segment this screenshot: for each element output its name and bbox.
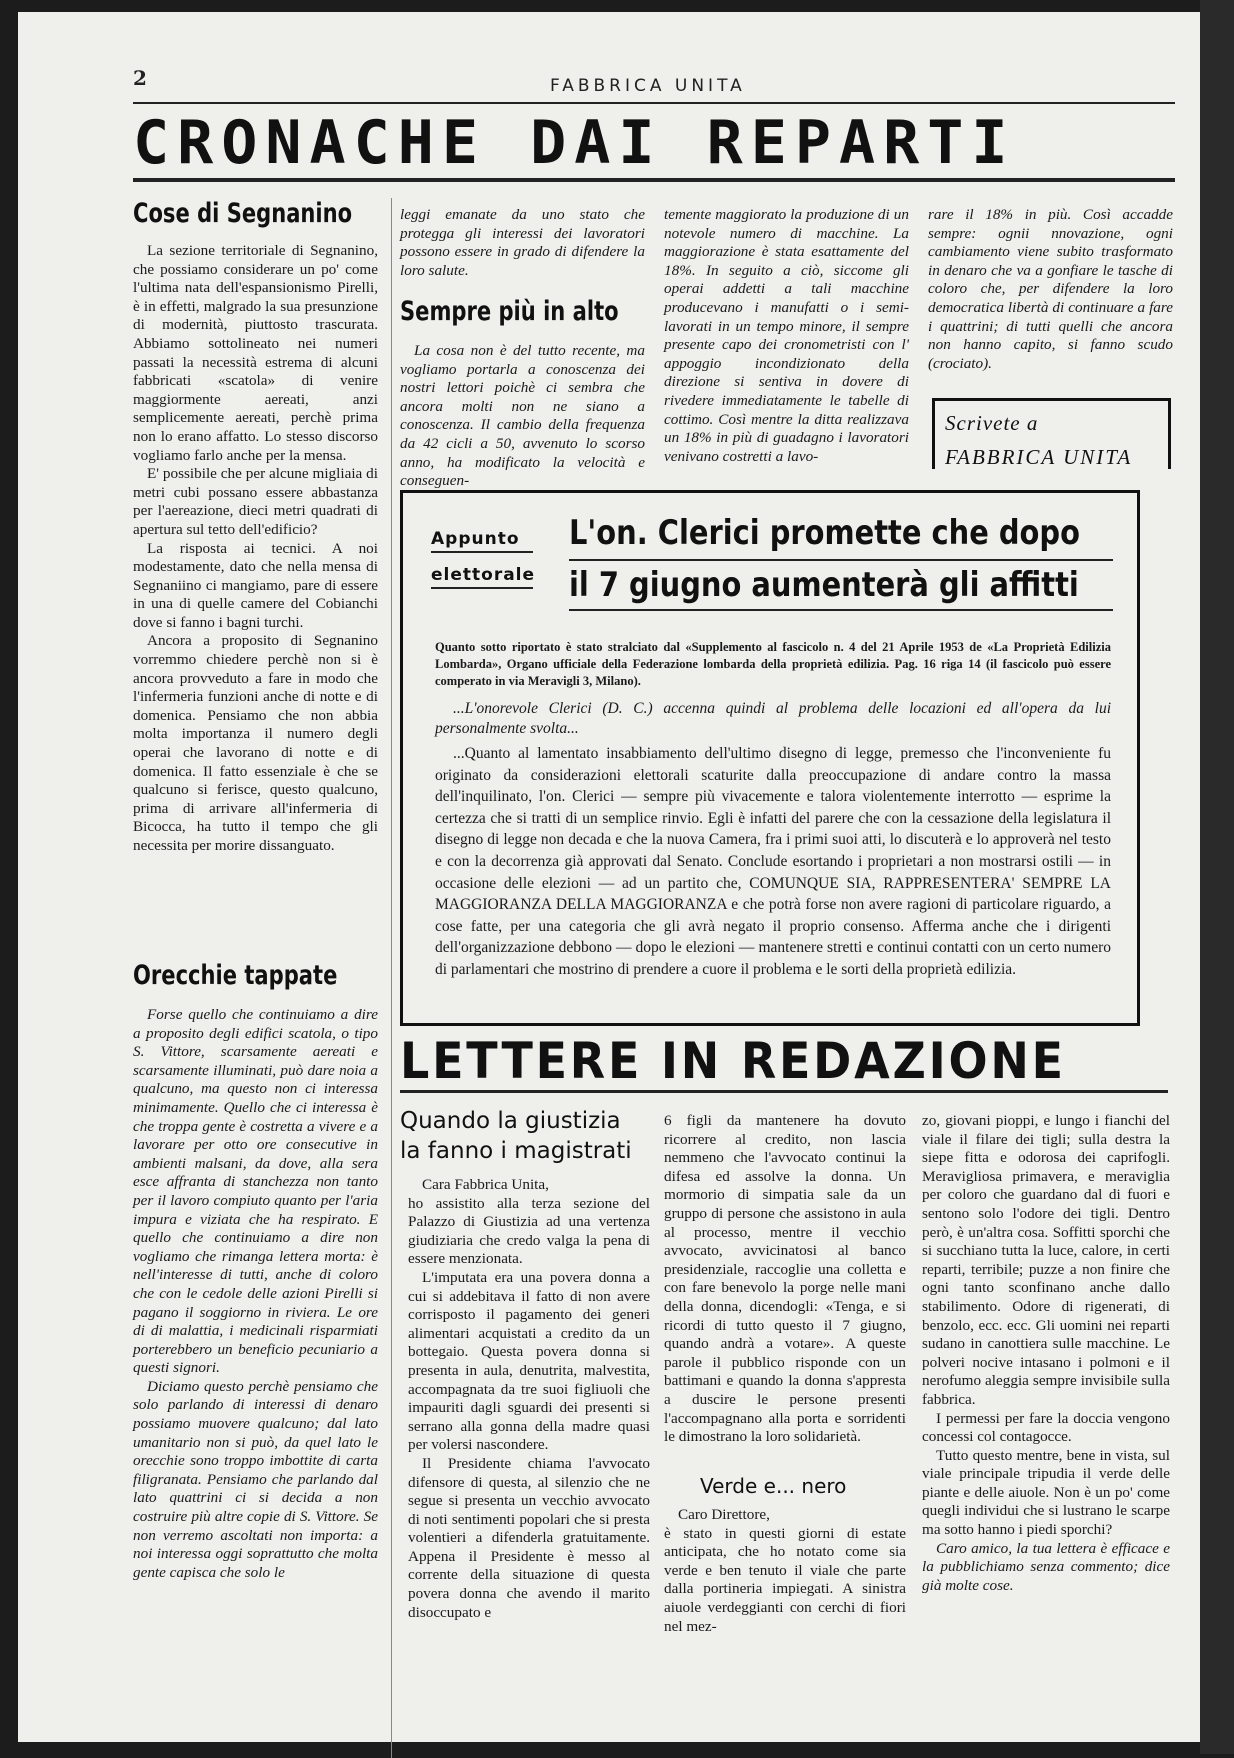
scrivete-box <box>932 398 1171 469</box>
giustizia-title-1: Quando la giustizia <box>400 1108 621 1134</box>
article-col4-continuation: rare il 18% in più. Così accadde sempre: ognii nnovazione, ogni cambiamento viene subito trasformato in denaro che va a gonfiare le tasche di coloro che, per difendere la loro democratica libertà di continuare a fare i quattrini; di tutti quelli che ancora non hanno capito, si fanno scudo (crociato). <box>928 206 1173 372</box>
verde-title: Verde e... nero <box>700 1474 847 1498</box>
title-rule <box>133 178 1175 182</box>
headline-orecchie: Orecchie tappate <box>133 960 338 991</box>
elettorale-label-rule <box>431 587 533 589</box>
scrivete-line1: Scrivete a <box>945 411 1039 435</box>
appunto-headline-2: il 7 giugno aumenterà gli affitti <box>569 565 1079 605</box>
appunto-label-rule <box>431 551 533 553</box>
letter-verde: Caro Direttore, è stato in questi giorni di estate anticipata, che ho notato come sia verde e ben tenuto il viale che parte dalla portineria impiegati. A sinistra aiuole verdeggianti con cerchi di fiori nel mez- <box>664 1506 906 1635</box>
appunto-box <box>400 490 1140 1026</box>
appunto-label: Appunto <box>431 529 520 549</box>
scrivete-line2: FABBRICA UNITA <box>945 445 1133 469</box>
headline-sempre: Sempre più in alto <box>400 296 619 327</box>
page-number: 2 <box>133 66 147 90</box>
header-rule <box>133 102 1175 104</box>
letter-verde-cont: zo, giovani pioppi, e lungo i fianchi del viale il filare dei tigli; sulla destra la siepe fitta e odorosa dei caprifogli. Meravigliosa primavera, e meraviglia per coloro che guardano dal di fuori e sentono solo l'odore dei tigli. Dentro però, è un'altra cosa. Soffitti sporchi che si succhiano tutta la luce, calore, in certi reparti, terribile; puzze a non finire che ogni tanto sconfinano anche dallo stabilimento. Odore di rigenerati, di benzolo, ecc. ecc. Gli uomini nei reparti sudano in canottiera sulle macchine. Le polveri nocive intasano i polmoni e il nerofumo aleggia sempre invisibile sulla fabbrica. I permessi per fare la doccia vengono concessi col contagocce. Tutto questo mentre, bene in vista, sul viale principale tripudia il verde delle piante e delle aiuole. Non è un po' come quegli individui che si lustrano le scarpe ma sotto hanno i piedi sporchi? Caro amico, la tua lettera è efficace e la pubblichiamo senza commento; dice già molte cose. <box>922 1112 1170 1594</box>
headline-segnanino: Cose di Segnanino <box>133 198 353 229</box>
giustizia-title-2: la fanno i magistrati <box>400 1138 632 1164</box>
letter-giustizia-cont: 6 figli da mantenere ha dovuto ricorrere al credito, non lascia nemmeno che l'avvocato continui la difesa ed assolve la donna. Un mormorio di simpatia sale da un gruppo di persone che assistono in aula al processo, mentre il vecchio avvocato, avvicinatosi al banco presidenziale, raccoglie una colletta e con fare benevolo la porge nelle mani della donna, dicendogli: «Tenga, e si ricordi di tutto questo il 7 giugno, quando andrà a votare». A queste parole il pubblico risponde con un battimani e quando la donna s'appresta a duscire le persone presenti l'accompagnano alla porta e sorridenti le dimostrano la loro solidarietà. <box>664 1112 906 1446</box>
lettere-section-title: LETTERE IN REDAZIONE <box>400 1032 1066 1090</box>
headline-underline <box>569 609 1113 611</box>
running-title: FABBRICA UNITA <box>550 76 746 96</box>
headline-divider <box>569 559 1113 561</box>
section-title: CRONACHE DAI REPARTI <box>133 108 1016 178</box>
article-segnanino: La sezione territoriale di Segnanino, che possiamo considerare un po' come l'ultima nata dell'espansionismo Pirelli, è in effetti, malgrado la sua presunzione di modernità, piuttosto trascurata. Abbiamo sottolineato nei numeri passati la necessità estrema di alcuni fabbricati «scatola» di venire maggiormente aereati, anzi semplicemente aereati, perchè prima non lo erano affatto. Lo stesso discorso vogliamo farlo anche per la mensa. E' possibile che per alcune migliaia di metri cubi possano essere abbastanza per l'aereazione, dieci metri quadrati di apertura sul tetto dell'edificio? La risposta ai tecnici. A noi modestamente, dato che nella mensa di Segnaniino ci mangiamo, pare di essere in una di quelle camere del Cobianchi dove si fanno i bagni turchi. Ancora a proposito di Segnanino vorremmo chiedere perchè non si è ancora provveduto a fare in modo che l'infermeria funzioni anche di notte e di domenica. Pensiamo che non abbia molta importanza il numero degli operai che lavorano di notte e di domenica. Il fatto essenziale è che se qualcuno si ferisce, questo qualcuno, prima di arrivare all'infermeria di Bicocca, ha tutto il tempo che gli necessita per morire dissanguato. <box>133 242 378 854</box>
lettere-rule <box>400 1090 1168 1093</box>
scrivete-box-edge <box>1168 401 1171 469</box>
elettorale-label: elettorale <box>431 565 536 585</box>
article-col3-continuation: temente maggiorato la produzione di un notevole numero di macchine. La maggiorazione è stata esattamente del 18%. In seguito a ciò, siccome gli operai addetti a tali macchine producevano i manufatti o i semi-lavorati in un tempo minore, il sempre presente capo dei cronometristi con l' appoggio incondizionato della direzione si sentiva in dovere di rivedere immediatamente le tabelle di cottimo. Così mentre la ditta realizzava un 18% in più di guadagno i lavoratori venivano costretti a lavo- <box>664 206 909 465</box>
article-orecchie: Forse quello che continuiamo a dire a proposito degli edifici scatola, o tipo S. Vittore, scarsamente aereati e scarsamente illuminati, può dare noia a qualcuno, ma questo non ci interessa minimamente. Quello che ci interessa è che troppa gente è costretta a vivere e a lavorare per otto ore consecutive in ambienti malsani, da dove, alla sera esce affranta di stanchezza non tanto per il lavoro compiuto quanto per l'aria impura e viziata che ha respirato. E quello che continuiamo a dire non vogliamo che rimanga lettera morta: è nell'interesse di tutti, anche di coloro che con le cedole delle azioni Pirelli si pagano il soggiorno in riviera. Le ore di di malattia, i medicinali risparmiati porterebbero un beneficio pecuniario a questi signori. Diciamo questo perchè pensiamo che solo parlando di interessi di denaro possiamo muovere qualcuno; dal lato umanitario non si può, da quel lato le orecchie sono troppo imbottite di carta filigranata. Pensiamo che parlando dal lato quattrini ci si decida a non costruire più altre copie di S. Vittore. Se non verremo ascoltati non importa: a noi interessa oggi soprattutto che molta gente capisca che solo le <box>133 1006 378 1581</box>
appunto-quote-1: ...L'onorevole Clerici (D. C.) accenna quindi al problema delle locazioni ed all'opera da lui personalmente svolta... <box>435 700 1111 737</box>
column-rule <box>391 198 392 1758</box>
letter-giustizia: Cara Fabbrica Unita, ho assistito alla terza sezione del Palazzo di Giustizia ad una vertenza giudiziaria che credo valga la pena di essere menzionata. L'imputata era una povera donna a cui si addebitava il fatto di non avere corrisposto il pagamento dei generi alimentari acquistati a credito da un bottegaio. Questa povera donna si presenta in aula, denutrita, malvestita, accompagnata da tre suoi figliuoli che impauriti dagli sguardi dei presenti si serrano alla gonna della madre quasi per volersi nascondere. Il Presidente chiama l'avvocato difensore di questa, al silenzio che ne segue si presenta un vecchio avvocato di noti sentimenti popolari che si presta volentieri a difenderla gratuitamente. Appena il Presidente è messo al corrente della situazione di questa povera donna che avendo il marito disoccupato e <box>408 1176 650 1621</box>
scan-edge <box>1200 0 1234 1754</box>
appunto-headline-1: L'on. Clerici promette che dopo <box>569 513 1080 553</box>
article-sempre: La cosa non è del tutto recente, ma vogliamo portarla a conoscenza dei nostri lettori poichè ci sembra che ancora molti non ne siano a conoscenza. Il cambio della frequenza da 42 cicli a 50, avvenuto lo scorso anno, ha modificato la velocità e conseguen- <box>400 342 645 490</box>
appunto-quote-2: ...Quanto al lamentato insabbiamento dell'ultimo disegno di legge, premesso che l'inconveniente fu originato da considerazioni elettorali scaturite dalla preoccupazione di andare contro la massa dell'inquilinato, l'on. Clerici — sempre più vivacemente e talora violentemente interrotto — esprime la certezza che si tratti di un semplice rinvio. Egli è infatti del parere che con la cessazione della legislatura il disegno di legge non decada e che la nuova Camera, fra i primi suoi atti, lo discuterà e lo approverà nel testo e con la decorrenza già approvati dal Senato. Conclude esortando i proprietari a non mostrarsi ostili — in occasione delle elezioni — ad un partito che, COMUNQUE SIA, RAPPRESENTERA' SEMPRE LA MAGGIORANZA DELLA MAGGIORANZA e che potrà forse non avere ragioni di particolare riguardo, a cose fatte, per una categoria che gli avrà negato il proprio consenso. Afferma anche che i dirigenti dell'organizzazione debbono — dopo le elezioni — mantenere stretti e continui contatti con un certo numero di parlamentari che mostrino di prendere a cuore il problema e le sorti della proprietà edilizia. <box>435 745 1111 978</box>
appunto-intro: Quanto sotto riportato è stato stralciato dal «Supplemento al fascicolo n. 4 del 21 Aprile 1953 de «La Proprietà Edilizia Lombarda», Organo ufficiale della Federazione lombarda della proprietà edilizia. Pag. 16 riga 14 (il fascicolo può essere comperato in via Meravigli 3, Milano). <box>435 640 1111 688</box>
article-col2-continuation: leggi emanate da uno stato che protegga gli interessi dei lavoratori possono essere in grado di difendere la loro salute. <box>400 206 645 279</box>
